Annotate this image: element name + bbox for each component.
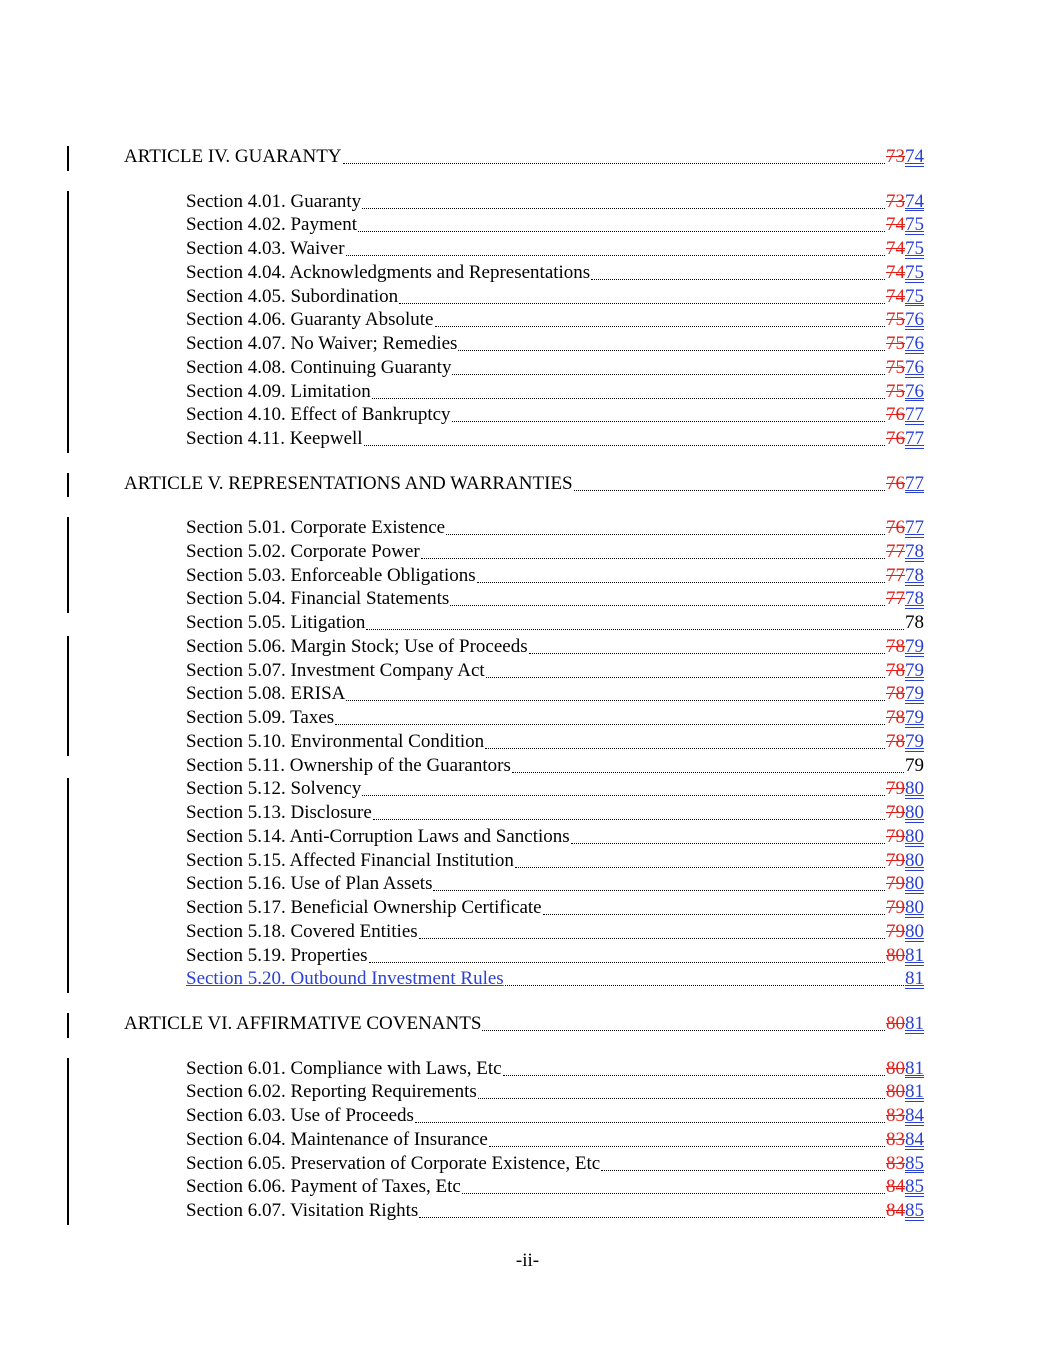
inserted-page-number: 76 [905,333,924,355]
toc-page-reference [886,1057,924,1081]
toc-page-reference [886,1152,924,1176]
dot-leader [435,326,886,327]
toc-entry-label: Section 5.14. Anti-Corruption Laws and Sanctions [186,825,570,847]
deleted-page-number: 83 [886,1152,905,1174]
toc-page-reference [886,801,924,825]
inserted-page-number: 75 [905,285,924,307]
inserted-page-number: 81 [905,1012,924,1034]
revision-change-bar [67,1013,69,1038]
toc-section-entry[interactable] [186,944,924,968]
dot-leader [503,1075,885,1076]
dot-leader [591,279,885,280]
toc-section-entry[interactable] [186,635,924,659]
deleted-page-number: 84 [886,1200,905,1221]
toc-page-reference [886,285,924,309]
toc-page-reference [905,967,924,991]
revision-change-bar [67,778,69,803]
toc-entry-label: Section 4.01. Guaranty [186,190,362,212]
inserted-page-number: 76 [905,356,924,378]
toc-page-reference [886,145,924,169]
revision-change-bar [67,517,69,542]
toc-entry-label: Section 5.12. Solvency [186,778,362,800]
toc-section-entry[interactable] [186,587,924,611]
toc-page-reference [886,403,924,427]
revision-change-bar [67,309,69,334]
toc-section-entry[interactable] [186,825,924,849]
toc-section-entry[interactable] [186,872,924,896]
toc-entry-label: Section 5.20. Outbound Investment Rules [186,968,504,990]
inserted-page-number: 80 [905,778,924,800]
toc-section-entry[interactable] [186,190,924,214]
toc-entry-label: Section 6.05. Preservation of Corporate Existence, Etc [186,1152,601,1174]
deleted-page-number: 75 [886,356,905,378]
toc-section-entry[interactable] [186,849,924,873]
deleted-page-number: 76 [886,472,905,494]
revision-change-bar [67,683,69,708]
revision-change-bar [67,1081,69,1106]
deleted-page-number: 79 [886,920,905,942]
toc-page-reference [886,332,924,356]
inserted-page-number: 79 [905,707,924,729]
inserted-page-number: 77 [905,517,924,539]
toc-page-reference [886,564,924,588]
inserted-page-number: 81 [905,968,924,990]
toc-entry-label: Section 5.16. Use of Plan Assets [186,873,433,895]
revision-change-bar [67,1200,69,1225]
toc-page-reference [905,611,924,635]
inserted-page-number: 79 [905,683,924,705]
deleted-page-number: 78 [886,683,905,705]
dot-leader [529,653,885,654]
dot-leader [419,1217,885,1218]
toc-page-reference [886,540,924,564]
deleted-page-number: 78 [886,730,905,752]
deleted-page-number: 78 [886,707,905,729]
deleted-page-number: 75 [886,380,905,402]
toc-article-entry[interactable] [124,145,924,169]
dot-leader [452,421,885,422]
toc-page-reference [886,237,924,261]
inserted-page-number: 74 [905,190,924,212]
toc-page-reference [905,754,924,778]
toc-page-reference [886,516,924,540]
toc-entry-label: Section 4.10. Effect of Bankruptcy [186,404,451,426]
deleted-page-number: 78 [886,659,905,681]
toc-section-entry[interactable] [186,754,924,778]
toc-page-reference [886,635,924,659]
inserted-page-number: 80 [905,802,924,824]
toc-article-entry[interactable] [124,1012,924,1036]
deleted-page-number: 77 [886,540,905,562]
toc-entry-label: ARTICLE IV. GUARANTY [124,146,342,167]
inserted-page-number: 80 [905,849,924,871]
toc-entry-label: Section 5.11. Ownership of the Guarantors [186,754,511,776]
toc-section-entry[interactable] [186,1152,924,1176]
deleted-page-number: 83 [886,1128,905,1150]
toc-entry-label: Section 5.06. Margin Stock; Use of Proceeds [186,635,528,657]
revision-change-bar [67,802,69,827]
toc-page-reference [886,427,924,451]
dot-leader [462,1193,885,1194]
revision-change-bar [67,357,69,382]
toc-page-reference [886,896,924,920]
revision-change-bar [67,381,69,406]
toc-section-entry[interactable] [186,777,924,801]
toc-page-reference [886,1199,924,1223]
toc-page-reference [886,308,924,332]
toc-section-entry[interactable] [186,237,924,261]
dot-leader [485,748,885,749]
dot-leader [543,914,885,915]
deleted-page-number: 74 [886,238,905,260]
toc-entry-label: Section 5.03. Enforceable Obligations [186,564,476,586]
inserted-page-number: 80 [905,920,924,942]
deleted-page-number: 84 [886,1176,905,1198]
revision-change-bar [67,428,69,453]
inserted-page-number: 79 [905,730,924,752]
inserted-page-number: 78 [905,540,924,562]
dot-leader [486,677,885,678]
deleted-page-number: 74 [886,285,905,307]
toc-section-entry[interactable] [186,730,924,754]
inserted-page-number: 78 [905,588,924,610]
toc-section-entry[interactable] [186,516,924,540]
deleted-page-number: 79 [886,825,905,847]
toc-page-reference [886,1012,924,1036]
toc-page-reference [886,261,924,285]
inserted-page-number: 77 [905,428,924,450]
deleted-page-number: 80 [886,1057,905,1079]
toc-page-reference [886,356,924,380]
toc-page-reference [886,380,924,404]
deleted-page-number: 77 [886,564,905,586]
toc-entry-label: Section 4.11. Keepwell [186,428,363,450]
dot-leader [419,938,885,939]
revision-change-bar [67,565,69,590]
toc-page-reference [886,777,924,801]
deleted-page-number: 83 [886,1105,905,1126]
toc-page-reference [886,872,924,896]
deleted-page-number: 74 [886,261,905,283]
toc-section-entry[interactable] [186,1104,924,1128]
page-number-footer: -ii- [515,1250,540,1271]
toc-page-reference [886,706,924,730]
dot-leader [433,890,885,891]
toc-section-entry[interactable] [186,920,924,944]
inserted-page-number: 77 [905,472,924,494]
toc-section-entry[interactable] [186,611,924,635]
toc-section-entry[interactable] [186,659,924,683]
toc-section-entry[interactable] [186,801,924,825]
dot-leader [450,605,885,606]
dot-leader [482,1030,885,1031]
toc-entry-label: Section 5.13. Disclosure [186,802,372,824]
inserted-page-number: 75 [905,261,924,283]
dot-leader [343,163,885,164]
deleted-page-number: 79 [886,873,905,895]
toc-section-entry[interactable] [186,403,924,427]
revision-change-bar [67,731,69,756]
revision-change-bar [67,541,69,566]
dot-leader [362,208,885,209]
deleted-page-number: 73 [886,146,905,167]
toc-page-reference [886,1175,924,1199]
revision-change-bar [67,636,69,661]
inserted-page-number: 85 [905,1152,924,1174]
inserted-page-number: 75 [905,214,924,236]
deleted-page-number: 78 [886,635,905,657]
toc-entry-label: ARTICLE VI. AFFIRMATIVE COVENANTS [124,1012,482,1034]
toc-page-reference [886,682,924,706]
toc-page-reference [886,920,924,944]
inserted-page-number: 85 [905,1176,924,1198]
toc-entry-label: Section 5.10. Environmental Condition [186,730,485,752]
inserted-page-number: 81 [905,944,924,966]
deleted-page-number: 79 [886,802,905,824]
toc-section-entry[interactable] [186,1199,924,1223]
toc-page-reference [886,944,924,968]
deleted-page-number: 77 [886,588,905,610]
toc-section-entry[interactable] [186,1080,924,1104]
inserted-page-number: 80 [905,897,924,919]
revision-change-bar [67,473,69,498]
toc-page-reference [886,849,924,873]
revision-change-bar [67,1058,69,1083]
toc-entry-label: Section 6.04. Maintenance of Insurance [186,1128,488,1150]
toc-page-reference [886,587,924,611]
toc-section-entry[interactable] [186,380,924,404]
revision-change-bar [67,897,69,922]
dot-leader [369,962,885,963]
toc-page-reference [886,1080,924,1104]
toc-entry-label: Section 6.03. Use of Proceeds [186,1105,414,1126]
toc-section-entry[interactable] [186,261,924,285]
toc-section-entry[interactable] [186,1057,924,1081]
toc-entry-label: Section 5.15. Affected Financial Institution [186,849,514,871]
toc-entry-label: Section 5.09. Taxes [186,707,335,729]
revision-change-bar [67,262,69,287]
revision-change-bar [67,945,69,970]
deleted-page-number: 79 [886,849,905,871]
deleted-page-number: 75 [886,309,905,331]
inserted-page-number: 80 [905,825,924,847]
dot-leader [446,534,885,535]
inserted-page-number: 76 [905,380,924,402]
dot-leader [415,1122,885,1123]
dot-leader [373,819,885,820]
dot-leader [478,1098,885,1099]
toc-section-entry[interactable] [186,356,924,380]
revision-change-bar [67,238,69,263]
dot-leader [505,985,904,986]
dot-leader [372,398,885,399]
inserted-page-number: 77 [905,404,924,426]
dot-leader [335,724,885,725]
toc-page-reference [886,825,924,849]
toc-article-entry[interactable] [124,472,924,496]
deleted-page-number: 76 [886,517,905,539]
inserted-page-number: 81 [905,1057,924,1079]
toc-section-entry[interactable] [186,682,924,706]
deleted-page-number: 80 [886,1081,905,1103]
revision-change-bar [67,921,69,946]
inserted-page-number: 81 [905,1081,924,1103]
toc-entry-label: Section 5.19. Properties [186,944,368,966]
toc-entry-label: Section 6.06. Payment of Taxes, Etc [186,1176,461,1198]
inserted-page-number: 75 [905,238,924,260]
revision-change-bar [67,1129,69,1154]
toc-section-entry[interactable] [186,896,924,920]
toc-entry-label: Section 6.07. Visitation Rights [186,1200,419,1221]
deleted-page-number: 76 [886,428,905,450]
inserted-page-number: 84 [905,1128,924,1150]
dot-leader [358,231,885,232]
dot-leader [512,772,904,773]
dot-leader [366,629,904,630]
inserted-page-number: 80 [905,873,924,895]
dot-leader [452,374,885,375]
toc-page-reference [886,1128,924,1152]
revision-change-bar [67,850,69,875]
page-number: 79 [905,754,924,776]
revision-change-bar [67,968,69,993]
deleted-page-number: 79 [886,778,905,800]
dot-leader [399,303,885,304]
toc-entry-label: ARTICLE V. REPRESENTATIONS AND WARRANTIES [124,472,573,494]
deleted-page-number: 75 [886,333,905,355]
revision-change-bar [67,588,69,613]
toc-page-reference [886,730,924,754]
revision-change-bar [67,404,69,429]
revision-change-bar [67,707,69,732]
dot-leader [571,843,885,844]
dot-leader [346,255,885,256]
revision-change-bar [67,214,69,239]
toc-section-entry[interactable] [186,308,924,332]
toc-section-entry[interactable] [186,706,924,730]
toc-entry-label: Section 4.08. Continuing Guaranty [186,356,452,378]
inserted-page-number: 79 [905,635,924,657]
dot-leader [364,445,885,446]
revision-change-bar [67,1176,69,1201]
deleted-page-number: 73 [886,190,905,212]
toc-page-reference [886,190,924,214]
toc-entry-label: Section 6.02. Reporting Requirements [186,1081,477,1103]
toc-entry-label: Section 4.04. Acknowledgments and Representations [186,261,591,283]
dot-leader [601,1170,885,1171]
toc-entry-label: Section 4.03. Waiver [186,238,345,260]
dot-leader [489,1146,885,1147]
dot-leader [515,867,885,868]
revision-change-bar [67,1153,69,1178]
toc-entry-label: Section 4.09. Limitation [186,380,371,402]
toc-section-entry[interactable] [186,285,924,309]
toc-page-reference [886,213,924,237]
inserted-page-number: 85 [905,1200,924,1221]
toc-section-entry[interactable] [186,967,924,991]
toc-entry-label: Section 5.05. Litigation [186,612,366,634]
toc-entry-label: Section 4.02. Payment [186,214,357,236]
toc-entry-label: Section 5.08. ERISA [186,683,346,705]
inserted-page-number: 79 [905,659,924,681]
inserted-page-number: 74 [905,146,924,167]
toc-entry-label: Section 5.04. Financial Statements [186,588,450,610]
toc-page-reference [886,659,924,683]
toc-section-entry[interactable] [186,213,924,237]
toc-entry-label: Section 4.07. No Waiver; Remedies [186,333,458,355]
toc-entry-label: Section 4.05. Subordination [186,285,399,307]
toc-entry-label: Section 5.01. Corporate Existence [186,517,446,539]
deleted-page-number: 74 [886,214,905,236]
toc-section-entry[interactable] [186,427,924,451]
dot-leader [421,558,885,559]
dot-leader [574,490,885,491]
toc-entry-label: Section 5.02. Corporate Power [186,540,420,562]
toc-page-reference [886,1104,924,1128]
toc-entry-label: Section 5.17. Beneficial Ownership Certificate [186,897,542,919]
toc-section-entry[interactable] [186,1175,924,1199]
deleted-page-number: 80 [886,1012,905,1034]
revision-change-bar [67,873,69,898]
deleted-page-number: 79 [886,897,905,919]
toc-page-reference [886,472,924,496]
revision-change-bar [67,286,69,311]
dot-leader [346,700,885,701]
toc-section-entry[interactable] [186,564,924,588]
revision-change-bar [67,191,69,216]
deleted-page-number: 80 [886,944,905,966]
revision-change-bar [67,146,69,171]
revision-change-bar [67,660,69,685]
toc-section-entry[interactable] [186,332,924,356]
revision-change-bar [67,826,69,851]
revision-change-bar [67,333,69,358]
toc-entry-label: Section 6.01. Compliance with Laws, Etc [186,1057,502,1079]
page-number: 78 [905,612,924,634]
revision-change-bar [67,1105,69,1130]
dot-leader [458,350,885,351]
deleted-page-number: 76 [886,404,905,426]
inserted-page-number: 84 [905,1105,924,1126]
inserted-page-number: 78 [905,564,924,586]
toc-section-entry[interactable] [186,540,924,564]
dot-leader [362,795,885,796]
inserted-page-number: 76 [905,309,924,331]
toc-section-entry[interactable] [186,1128,924,1152]
toc-entry-label: Section 5.18. Covered Entities [186,920,418,942]
dot-leader [477,582,885,583]
toc-entry-label: Section 4.06. Guaranty Absolute [186,309,434,331]
toc-entry-label: Section 5.07. Investment Company Act [186,659,485,681]
